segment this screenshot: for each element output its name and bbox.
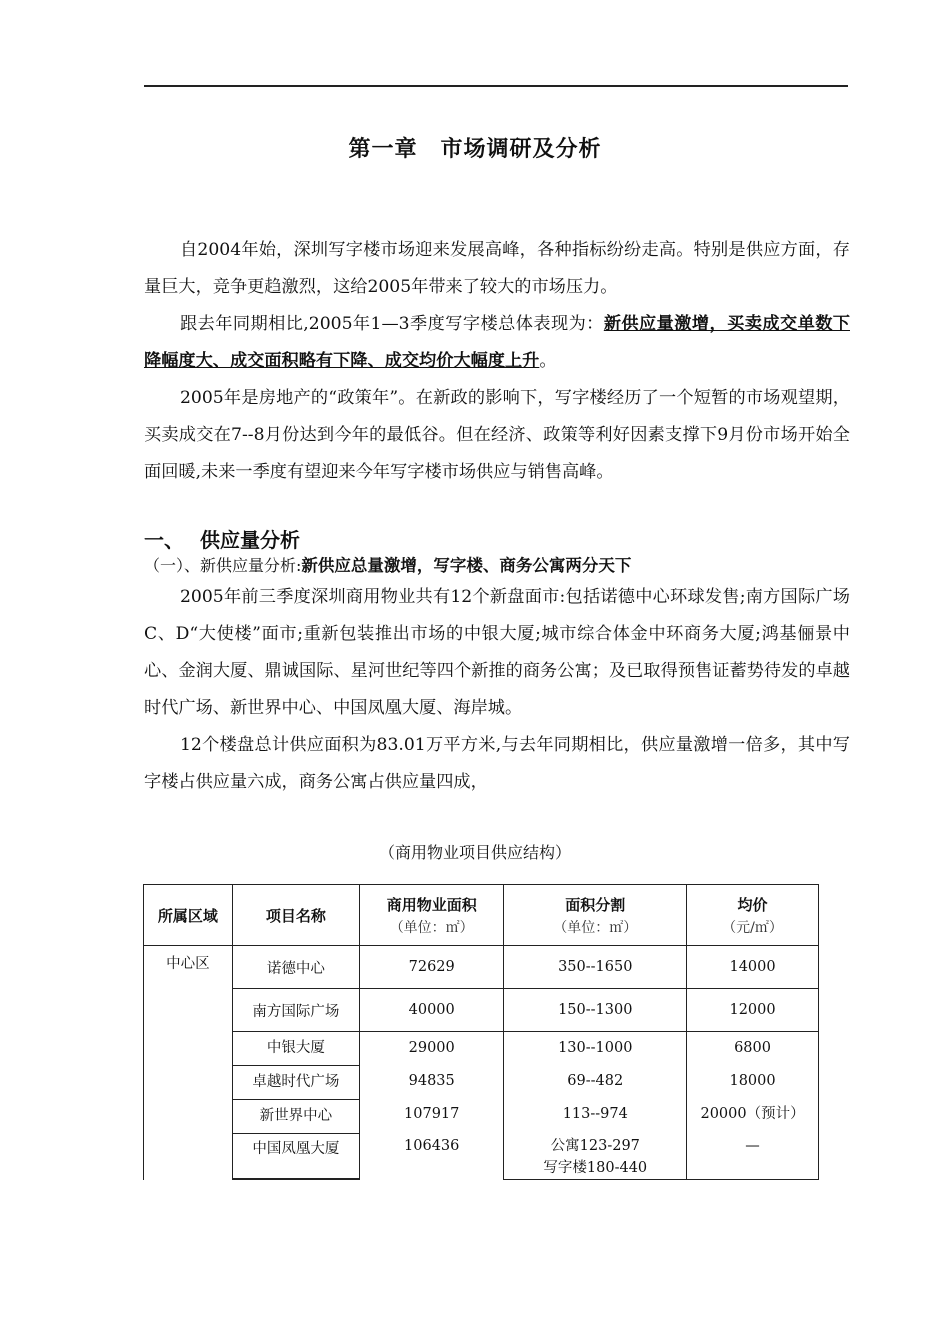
table-row [144,989,819,1032]
intro-key-finding: 新供应量激增，买卖成交单数下降幅度大、成交面积略有下降、成交均价大幅度上升 [144,314,850,371]
intro-paragraph-2 [144,306,850,380]
project-name: 中银大厦 [233,1032,359,1066]
project-name: 诺德中心 [232,946,359,989]
intro-paragraph-2-suffix: 。 [539,351,557,371]
header-rule [144,85,848,87]
project-price: 14000 [687,946,819,989]
project-area: 72629 [359,946,504,989]
project-name: 新世界中心 [233,1100,359,1134]
section-title: 供应量分析 [200,528,300,552]
project-area: 94835 [408,1073,455,1089]
supply-paragraph-1: 2005年前三季度深圳商用物业共有12个新盘面市:包括诺德中心环球发售;南方国际广场C、D“大使楼”面市;重新包装推出市场的中银大厦;城市综合体金中环商务大厦;鸿基俪景中心、金润大厦、鼎诚国际、星河世纪等四个新推的商务公寓；及已取得预售证蓄势待发的卓越时代广场、新世界中心、中国凤凰大厦、海岸城。 [144,587,850,718]
header-name: 项目名称 [232,885,359,946]
supply-table [143,884,819,1180]
project-price-group [687,1032,819,1180]
project-split-multi [504,1131,686,1179]
header-price-unit: （元/㎡） [722,919,783,936]
subsection-title: 新供应总量激增，写字楼、商务公寓两分天下 [301,556,632,575]
project-split: 130--1000 [558,1040,633,1056]
project-area: 29000 [408,1040,455,1056]
subsection-prefix: （一）、新供应量分析: [144,556,302,575]
header-split: 面积分割 （单位：㎡） [504,885,687,946]
project-split-line-2: 写字楼180-440 [543,1160,648,1176]
project-split-line-1: 公寓123-297 [550,1138,640,1154]
intro-paragraph-1: 自2004年始，深圳写字楼市场迎来发展高峰，各种指标纷纷走高。特别是供应方面，存量巨大，竞争更趋激烈，这给2005年带来了较大的市场压力。 [144,240,850,297]
header-area: 商用物业面积 （单位：㎡） [359,885,504,946]
supply-paragraph-2: 12个楼盘总计供应面积为83.01万平方米,与去年同期相比，供应量激增一倍多，其中写字楼占供应量六成，商务公寓占供应量四成， [144,735,850,792]
project-price: — [745,1138,760,1154]
intro-paragraph-2-prefix: 跟去年同期相比,2005年1—3季度写字楼总体表现为： [180,314,604,334]
project-area: 40000 [359,989,504,1032]
section-heading [144,524,300,553]
table-row-group [144,1032,819,1180]
project-split: 350--1650 [504,946,687,989]
project-price: 20000（预计） [700,1106,805,1122]
project-split-group [504,1032,687,1180]
header-split-unit: （单位：㎡） [553,919,638,936]
chapter-title: 第一章 市场调研及分析 [348,137,602,162]
project-area-group [359,1032,504,1180]
project-split: 150--1300 [504,989,687,1032]
project-price: 18000 [729,1073,776,1089]
project-split: 113--974 [562,1106,628,1122]
header-region: 所属区域 [144,885,233,946]
project-area: 106436 [404,1138,460,1154]
table-header-row [144,885,819,946]
table-row [144,946,819,989]
subsection-heading [144,552,631,576]
intro-paragraph-3: 2005年是房地产的“政策年”。在新政的影响下，写字楼经历了一个短暂的市场观望期，买卖成交在7--8月份达到今年的最低谷。但在经济、政策等利好因素支撑下9月份市场开始全面回暖,未来一季度有望迎来今年写字楼市场供应与销售高峰。 [144,388,850,482]
project-split: 69--482 [567,1073,624,1089]
project-name: 南方国际广场 [232,989,359,1032]
section-number: 一、 [144,528,184,552]
table-caption: （商用物业项目供应结构） [378,843,571,862]
project-name: 中国凤凰大厦 [233,1134,359,1179]
project-area: 107917 [404,1106,460,1122]
project-price: 6800 [734,1040,771,1056]
region-cell: 中心区 [144,946,233,1180]
header-price: 均价 （元/㎡） [687,885,819,946]
project-price: 12000 [687,989,819,1032]
header-area-unit: （单位：㎡） [389,919,474,936]
project-name: 卓越时代广场 [233,1066,359,1100]
project-name-group [232,1032,359,1180]
